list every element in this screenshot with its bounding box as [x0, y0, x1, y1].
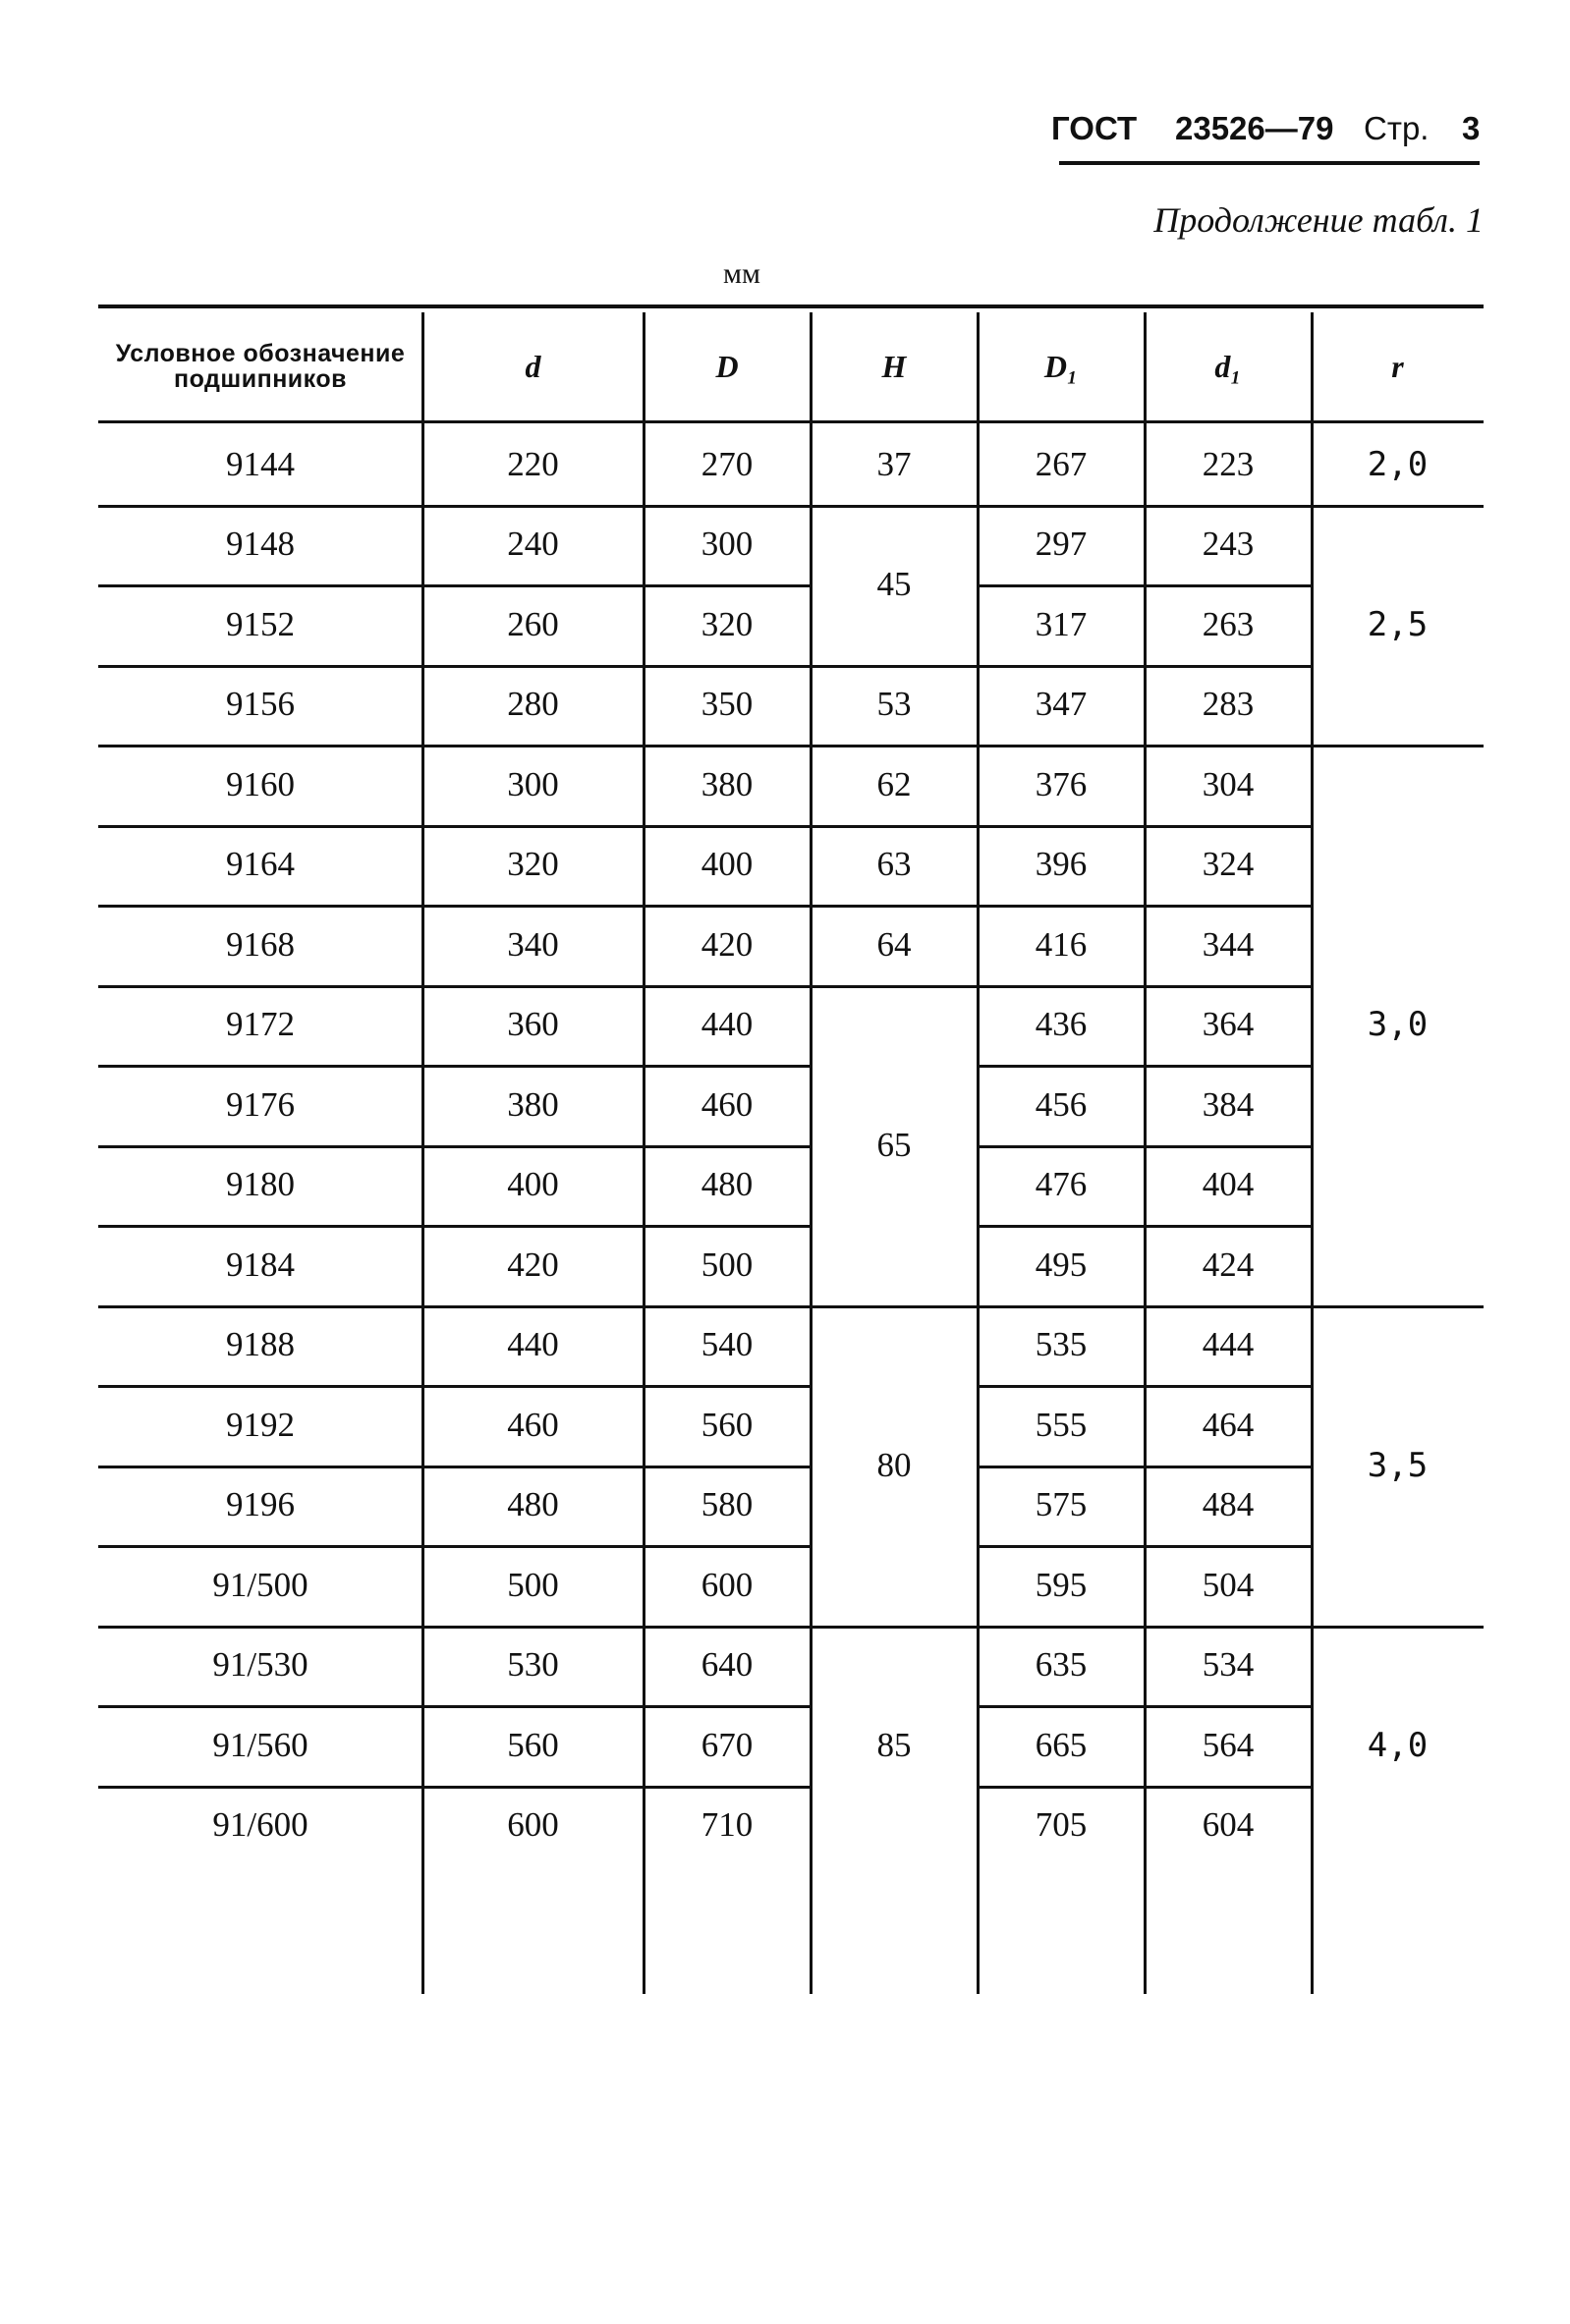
cell-d: 600 [701, 1565, 754, 1604]
cell-d: 530 [507, 1645, 559, 1685]
cell-d: 220 [507, 444, 559, 483]
cell-designation: 9180 [226, 1165, 295, 1204]
cell-d1: 396 [1035, 845, 1088, 884]
cell-d1: 297 [1035, 525, 1088, 564]
cell-d: 560 [701, 1405, 754, 1444]
header-bottom-rule [98, 420, 1484, 423]
cell-d1: 635 [1035, 1645, 1088, 1685]
cell-designation: 9184 [226, 1245, 295, 1284]
header-d1: d₁ [1214, 348, 1242, 384]
cell-r: 2,5 [1367, 604, 1429, 644]
gost-number: 23526—79 [1175, 110, 1334, 146]
cell-d: 400 [701, 845, 754, 884]
cell-h: 63 [876, 845, 912, 884]
page-number: 3 [1462, 110, 1481, 146]
cell-d1: 476 [1035, 1165, 1088, 1204]
header-D: D [715, 348, 739, 384]
cell-d1: 404 [1202, 1165, 1255, 1204]
cell-d: 440 [701, 1005, 754, 1044]
cell-r: 3,5 [1367, 1445, 1429, 1485]
cell-d: 600 [507, 1805, 559, 1845]
cell-d: 400 [507, 1165, 559, 1204]
cell-d1: 436 [1035, 1005, 1088, 1044]
cell-designation: 9152 [226, 604, 295, 643]
bearing-dimensions-table [98, 304, 1484, 2014]
cell-r: 4,0 [1367, 1725, 1429, 1765]
cell-designation: 9188 [226, 1325, 295, 1364]
cell-d: 500 [507, 1565, 559, 1604]
cell-d1: 464 [1202, 1405, 1255, 1444]
cell-d1: 344 [1202, 924, 1255, 964]
table-continuation-caption: Продолжение табл. 1 [1153, 200, 1484, 240]
cell-d1: 376 [1035, 764, 1088, 803]
cell-d1: 243 [1202, 525, 1255, 564]
cell-designation: 9160 [226, 764, 295, 803]
cell-d: 300 [507, 764, 559, 803]
cell-designation: 91/500 [212, 1565, 308, 1604]
cell-designation: 9172 [226, 1005, 295, 1044]
cell-d: 380 [701, 764, 754, 803]
cell-h: 85 [876, 1725, 912, 1764]
cell-h: 62 [876, 764, 912, 803]
cell-d: 360 [507, 1005, 559, 1044]
cell-d: 640 [701, 1645, 754, 1685]
cell-d: 500 [701, 1245, 754, 1284]
cell-designation: 9164 [226, 845, 295, 884]
cell-d: 350 [701, 685, 754, 724]
cell-d1: 504 [1202, 1565, 1255, 1604]
cell-d1: 495 [1035, 1245, 1088, 1284]
cell-d1: 267 [1035, 444, 1088, 483]
units-label: мм [723, 257, 760, 290]
page-label: Стр. [1364, 110, 1430, 146]
header-designation: Условное обозначение подшипников [115, 340, 406, 393]
cell-d1: 424 [1202, 1245, 1255, 1284]
cell-d1: 384 [1202, 1084, 1255, 1124]
cell-d1: 604 [1202, 1805, 1255, 1845]
header-rule [1059, 161, 1480, 165]
cell-d1: 416 [1035, 924, 1088, 964]
cell-d1: 595 [1035, 1565, 1088, 1604]
cell-d1: 347 [1035, 685, 1088, 724]
cell-d: 340 [507, 924, 559, 964]
cell-d: 320 [507, 845, 559, 884]
cell-d1: 444 [1202, 1325, 1255, 1364]
cell-d1: 263 [1202, 604, 1255, 643]
gost-label: ГОСТ [1051, 110, 1138, 146]
cell-d1: 456 [1035, 1084, 1088, 1124]
cell-h: 45 [876, 565, 912, 603]
cell-d: 300 [701, 525, 754, 564]
header-r: r [1391, 348, 1404, 384]
cell-d1: 223 [1202, 444, 1255, 483]
cell-d1: 535 [1035, 1325, 1088, 1364]
cell-h: 37 [876, 444, 912, 483]
cell-d1: 304 [1202, 764, 1255, 803]
cell-h: 64 [876, 924, 912, 964]
cell-designation: 9148 [226, 525, 295, 564]
cell-d: 560 [507, 1725, 559, 1764]
cell-d: 240 [507, 525, 559, 564]
cell-d: 480 [701, 1165, 754, 1204]
cell-d1: 555 [1035, 1405, 1088, 1444]
cell-designation: 9144 [226, 444, 295, 483]
cell-d: 260 [507, 604, 559, 643]
header-d: d [525, 348, 541, 384]
cell-d1: 364 [1202, 1005, 1255, 1044]
cell-d: 460 [507, 1405, 559, 1444]
cell-h: 80 [876, 1445, 912, 1484]
header-D1: D₁ [1043, 348, 1079, 384]
cell-d: 270 [701, 444, 754, 483]
cell-d: 420 [701, 924, 754, 964]
cell-d1: 317 [1035, 604, 1088, 643]
cell-d: 380 [507, 1084, 559, 1124]
cell-r: 2,0 [1367, 444, 1429, 484]
cell-h: 53 [876, 685, 912, 724]
cell-d: 480 [507, 1485, 559, 1524]
cell-d: 280 [507, 685, 559, 724]
cell-d1: 705 [1035, 1805, 1088, 1845]
cell-d: 440 [507, 1325, 559, 1364]
cell-d: 710 [701, 1805, 754, 1845]
header-H: H [881, 348, 907, 384]
cell-d1: 324 [1202, 845, 1255, 884]
cell-d1: 564 [1202, 1725, 1255, 1764]
cell-d: 540 [701, 1325, 754, 1364]
cell-d1: 575 [1035, 1485, 1088, 1524]
cell-d: 670 [701, 1725, 754, 1764]
cell-designation: 9192 [226, 1405, 295, 1444]
cell-d1: 484 [1202, 1485, 1255, 1524]
page-header [1051, 110, 1484, 155]
cell-d: 580 [701, 1485, 754, 1524]
cell-designation: 9196 [226, 1485, 295, 1524]
cell-designation: 9176 [226, 1084, 295, 1124]
cell-d: 460 [701, 1084, 754, 1124]
cell-d1: 283 [1202, 685, 1255, 724]
cell-d1: 534 [1202, 1645, 1255, 1685]
cell-designation: 91/600 [212, 1805, 308, 1845]
cell-d: 320 [701, 604, 754, 643]
cell-designation: 9156 [226, 685, 295, 724]
cell-designation: 91/560 [212, 1725, 308, 1764]
cell-d: 420 [507, 1245, 559, 1284]
cell-designation: 91/530 [212, 1645, 308, 1685]
cell-h: 65 [876, 1125, 912, 1164]
cell-designation: 9168 [226, 924, 295, 964]
cell-r: 3,0 [1367, 1005, 1429, 1045]
cell-d1: 665 [1035, 1725, 1088, 1764]
table-top-rule [98, 304, 1484, 308]
